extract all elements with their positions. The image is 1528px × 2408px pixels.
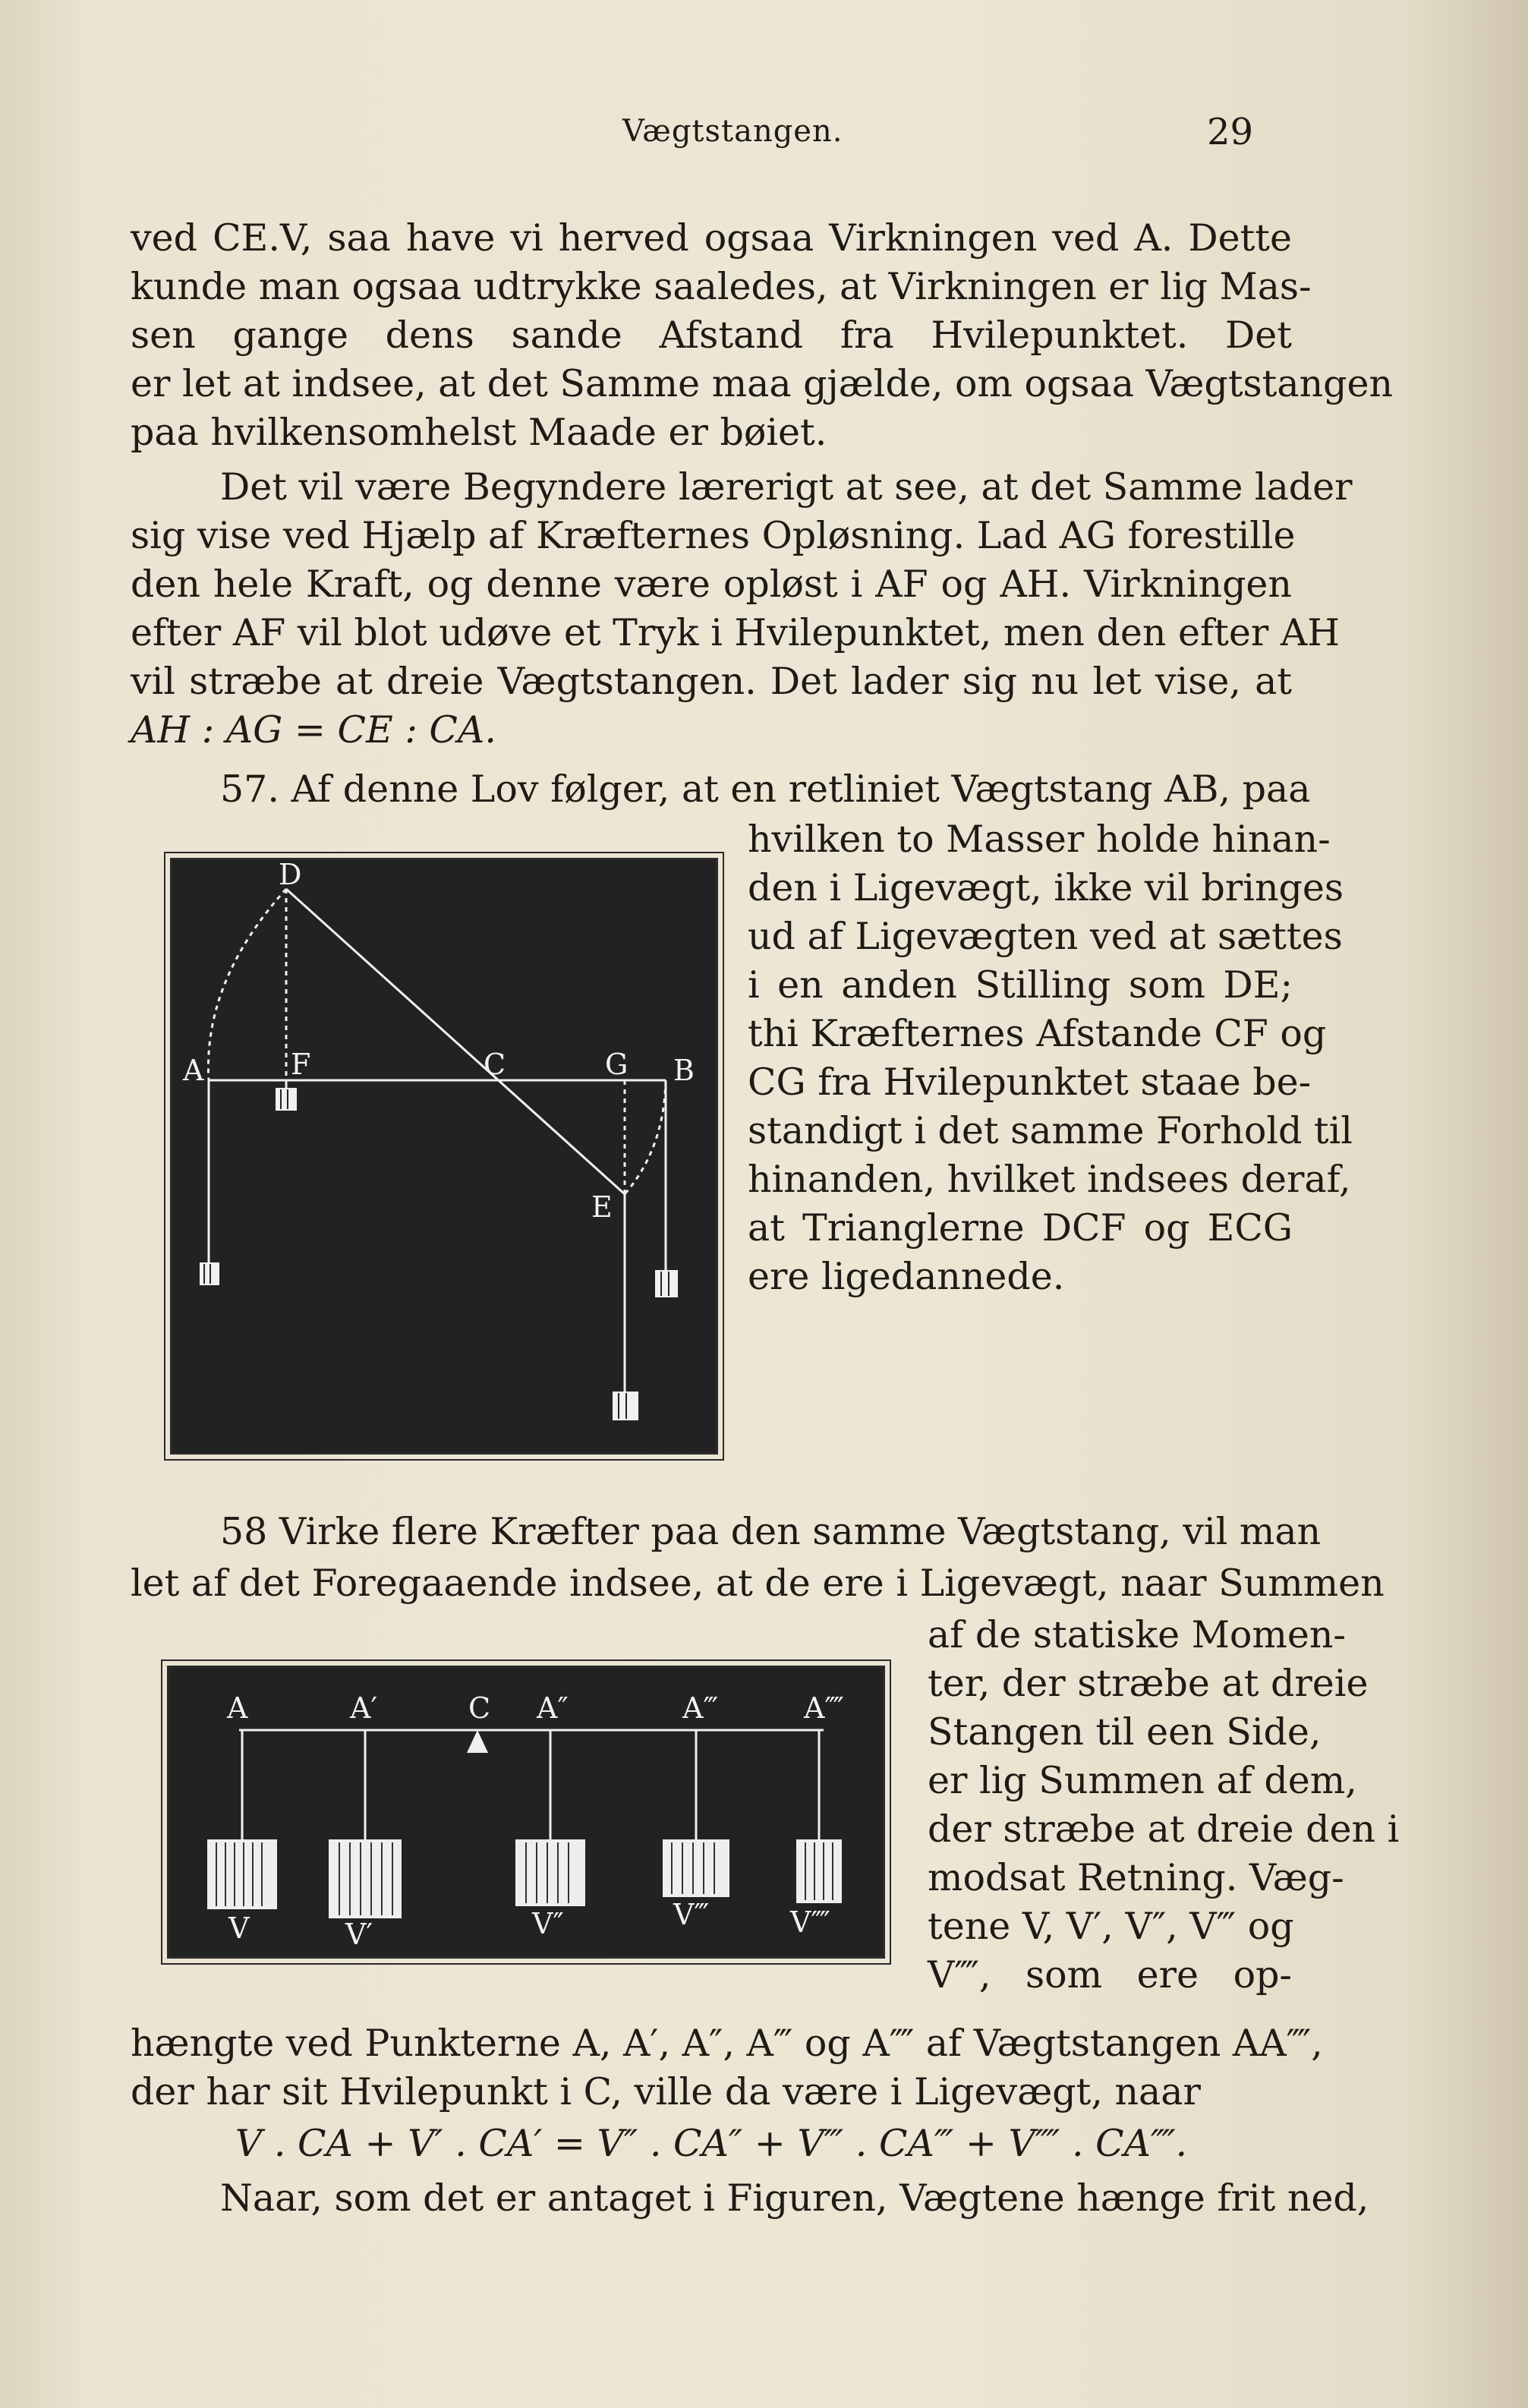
text-line: vil stræbe at dreie Vægtstangen. Det lader sig nu let vise, at [131, 660, 1292, 703]
page-number: 29 [1207, 111, 1254, 153]
weight-label-v-triple: V‴ [673, 1898, 710, 1931]
text-line: Stangen til een Side, [928, 1710, 1322, 1754]
section-57-line: 57. Af denne Lov følger, at en retliniet Vægtstang AB, paa [220, 767, 1311, 811]
text-line: i en anden Stilling som DE; [748, 963, 1293, 1007]
figure-2-drawing [169, 1668, 883, 1956]
text-line: modsat Retning. Væg- [928, 1856, 1344, 1899]
figure-multiple-weights [167, 1666, 885, 1959]
text-line: den hele Kraft, og denne være opløst i AF og AH. Virkningen [131, 563, 1292, 606]
text-line: at Trianglerne DCF og ECG [748, 1206, 1293, 1250]
point-label-f: F [291, 1048, 311, 1081]
text-line: ud af Ligevægten ved at sættes [748, 915, 1343, 958]
text-line: V⁗, som ere op- [928, 1953, 1292, 1997]
equation-line: AH : AG = CE : CA. [131, 708, 496, 752]
point-label-a-quadruple: A⁗ [804, 1691, 844, 1725]
figure-lever-rotation [170, 858, 718, 1455]
text-line: Det vil være Begyndere lærerigt at see, at det Samme lader [220, 465, 1353, 509]
text-line: af de statiske Momen- [928, 1613, 1346, 1656]
text-line: ved CE.V, saa have vi herved ogsaa Virkningen ved A. Dette [131, 216, 1292, 260]
text-line: Naar, som det er antaget i Figuren, Vægtene hænge frit ned, [220, 2176, 1369, 2220]
text-line: ter, der stræbe at dreie [928, 1662, 1369, 1705]
text-line: let af det Foregaaende indsee, at de ere i Ligevægt, naar Summen [131, 1562, 1385, 1605]
text-line: kunde man ogsaa udtrykke saaledes, at Virkningen er lig Mas- [131, 265, 1312, 308]
weight-label-v-quadruple: V⁗ [790, 1905, 830, 1939]
text-line: tene V, V′, V″, V‴ og [928, 1905, 1294, 1948]
running-title: Vægtstangen. [622, 114, 843, 149]
text-line: hinanden, hvilket indsees deraf, [748, 1158, 1351, 1201]
text-line: den i Ligevægt, ikke vil bringes [748, 866, 1344, 909]
page-header [0, 111, 1528, 159]
text-line: sen gange dens sande Afstand fra Hvilepunktet. Det [131, 314, 1292, 357]
point-label-a: A [227, 1691, 248, 1725]
weight-label-v: V [228, 1912, 250, 1945]
text-line: efter AF vil blot udøve et Tryk i Hvilepunktet, men den efter AH [131, 611, 1340, 654]
point-label-a-triple: A‴ [682, 1691, 719, 1725]
text-line: sig vise ved Hjælp af Kræfternes Opløsning. Lad AG forestille [131, 514, 1296, 557]
point-label-e: E [591, 1190, 613, 1224]
point-label-a: A [183, 1054, 204, 1087]
text-line: er let at indsee, at det Samme maa gjælde, om ogsaa Vægtstangen [131, 362, 1394, 405]
text-line: CG fra Hvilepunktet staae be- [748, 1061, 1312, 1104]
text-line: ere ligedannede. [748, 1255, 1065, 1298]
text-line: paa hvilkensomhelst Maade er bøiet. [131, 411, 827, 454]
point-label-c: C [484, 1048, 506, 1081]
text-line: thi Kræfternes Afstande CF og [748, 1012, 1327, 1055]
point-label-a-prime: A′ [350, 1691, 378, 1725]
text-line: er lig Summen af dem, [928, 1759, 1357, 1802]
weight-label-v-prime: V′ [345, 1918, 373, 1951]
point-label-b: B [673, 1054, 695, 1087]
text-line: standigt i det samme Forhold til [748, 1109, 1353, 1152]
text-line: der stræbe at dreie den i [928, 1808, 1400, 1851]
section-58-line: 58 Virke flere Kræfter paa den samme Vægtstang, vil man [220, 1510, 1322, 1553]
text-line: hængte ved Punkterne A, A′, A″, A‴ og A⁗ af Vægtstangen AA⁗, [131, 2022, 1323, 2065]
equation-line: V . CA + V′ . CA′ = V″ . CA″ + V‴ . CA‴ + V⁗ . CA⁗. [235, 2122, 1188, 2165]
point-label-a-double: A″ [537, 1691, 569, 1725]
point-label-d: D [279, 860, 302, 891]
text-line: hvilken to Masser holde hinan- [748, 818, 1331, 861]
text-line: der har sit Hvilepunkt i C, ville da være i Ligevægt, naar [131, 2070, 1201, 2113]
weight-label-v-double: V″ [532, 1907, 564, 1940]
point-label-g: G [605, 1048, 629, 1081]
point-label-c: C [468, 1691, 491, 1725]
figure-1-drawing [172, 860, 716, 1452]
